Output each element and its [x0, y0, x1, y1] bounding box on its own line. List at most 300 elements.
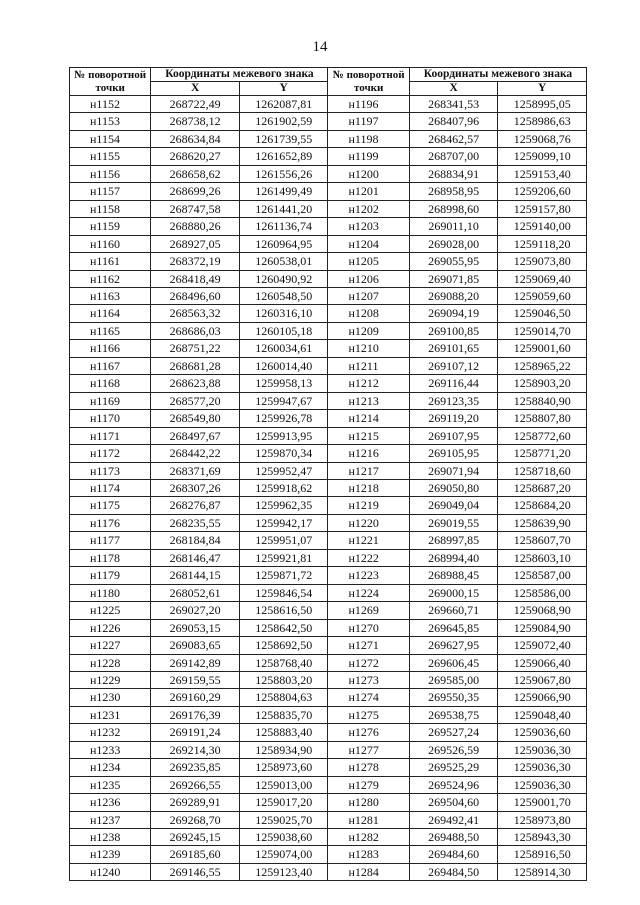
header-coords-left: Координаты межевого знака — [151, 68, 328, 82]
x-coordinate-right: 269116,44 — [409, 375, 498, 392]
x-coordinate-right: 269660,71 — [409, 602, 498, 619]
page-number: 14 — [312, 39, 328, 55]
y-coordinate-right: 1259084,90 — [498, 619, 587, 636]
x-coordinate-left: 268686,03 — [151, 322, 240, 339]
point-number-left: н1228 — [70, 654, 151, 671]
x-coordinate-right: 269645,85 — [409, 619, 498, 636]
point-number-right: н1214 — [328, 410, 409, 427]
x-coordinate-right: 268988,45 — [409, 567, 498, 584]
table-row — [70, 305, 587, 322]
point-number-right: н1210 — [328, 340, 409, 357]
x-coordinate-right: 269011,10 — [409, 218, 498, 235]
point-number-left: н1226 — [70, 619, 151, 636]
point-number-left: н1171 — [70, 427, 151, 444]
point-number-right: н1274 — [328, 689, 409, 706]
y-coordinate-right: 1258903,20 — [498, 375, 587, 392]
point-number-right: н1204 — [328, 235, 409, 252]
point-number-right: н1276 — [328, 724, 409, 741]
y-coordinate-left: 1259921,81 — [239, 549, 328, 566]
y-coordinate-right: 1258687,20 — [498, 479, 587, 496]
point-number-right: н1208 — [328, 305, 409, 322]
table-row — [70, 514, 587, 531]
table-row — [70, 183, 587, 200]
point-number-right: н1279 — [328, 776, 409, 793]
x-coordinate-right: 269627,95 — [409, 637, 498, 654]
table-row — [70, 759, 587, 776]
point-number-left: н1165 — [70, 322, 151, 339]
x-coordinate-left: 268549,80 — [151, 410, 240, 427]
table-row — [70, 253, 587, 270]
x-coordinate-right: 269100,85 — [409, 322, 498, 339]
table-header-row — [70, 68, 587, 82]
point-number-left: н1232 — [70, 724, 151, 741]
point-number-right: н1221 — [328, 532, 409, 549]
point-number-left: н1177 — [70, 532, 151, 549]
y-coordinate-left: 1261499,49 — [239, 183, 328, 200]
point-number-right: н1218 — [328, 479, 409, 496]
y-coordinate-right: 1258603,10 — [498, 549, 587, 566]
point-number-left: н1230 — [70, 689, 151, 706]
y-coordinate-left: 1261902,59 — [239, 113, 328, 130]
y-coordinate-left: 1259952,47 — [239, 462, 328, 479]
point-number-right: н1206 — [328, 270, 409, 287]
header-point-number-left — [70, 68, 151, 96]
point-number-left: н1156 — [70, 165, 151, 182]
table-row — [70, 584, 587, 601]
header-point-line2: точки — [95, 81, 125, 94]
point-number-right: н1271 — [328, 637, 409, 654]
x-coordinate-right: 268341,53 — [409, 96, 498, 113]
x-coordinate-left: 268722,49 — [151, 96, 240, 113]
point-number-right: н1200 — [328, 165, 409, 182]
y-coordinate-left: 1261441,20 — [239, 200, 328, 217]
x-coordinate-left: 269268,70 — [151, 811, 240, 828]
x-coordinate-left: 269245,15 — [151, 829, 240, 846]
x-coordinate-left: 268497,67 — [151, 427, 240, 444]
y-coordinate-left: 1259025,70 — [239, 811, 328, 828]
point-number-right: н1212 — [328, 375, 409, 392]
x-coordinate-left: 269185,60 — [151, 846, 240, 863]
x-coordinate-left: 269159,55 — [151, 671, 240, 688]
point-number-right: н1196 — [328, 96, 409, 113]
header-y-right: Y — [498, 82, 587, 96]
y-coordinate-right: 1258807,80 — [498, 410, 587, 427]
header-x-right: X — [409, 82, 498, 96]
y-coordinate-right: 1258943,30 — [498, 829, 587, 846]
y-coordinate-right: 1258586,00 — [498, 584, 587, 601]
table-row — [70, 706, 587, 723]
y-coordinate-right: 1259066,90 — [498, 689, 587, 706]
x-coordinate-left: 269191,24 — [151, 724, 240, 741]
point-number-right: н1216 — [328, 445, 409, 462]
point-number-left: н1233 — [70, 741, 151, 758]
point-number-left: н1236 — [70, 794, 151, 811]
y-coordinate-right: 1258772,60 — [498, 427, 587, 444]
x-coordinate-left: 268738,12 — [151, 113, 240, 130]
y-coordinate-left: 1258973,60 — [239, 759, 328, 776]
y-coordinate-right: 1258684,20 — [498, 497, 587, 514]
x-coordinate-left: 268276,87 — [151, 497, 240, 514]
x-coordinate-right: 269492,41 — [409, 811, 498, 828]
table-row — [70, 445, 587, 462]
x-coordinate-left: 269083,65 — [151, 637, 240, 654]
table-row — [70, 322, 587, 339]
y-coordinate-left: 1258692,50 — [239, 637, 328, 654]
x-coordinate-right: 269488,50 — [409, 829, 498, 846]
x-coordinate-left: 268563,32 — [151, 305, 240, 322]
y-coordinate-right: 1259118,20 — [498, 235, 587, 252]
y-coordinate-right: 1259048,40 — [498, 706, 587, 723]
x-coordinate-right: 268707,00 — [409, 148, 498, 165]
header-coords-right: Координаты межевого знака — [409, 68, 586, 82]
x-coordinate-right: 269550,35 — [409, 689, 498, 706]
x-coordinate-left: 268235,55 — [151, 514, 240, 531]
x-coordinate-left: 268184,84 — [151, 532, 240, 549]
point-number-right: н1209 — [328, 322, 409, 339]
x-coordinate-right: 269484,60 — [409, 846, 498, 863]
y-coordinate-right: 1258840,90 — [498, 392, 587, 409]
point-number-left: н1158 — [70, 200, 151, 217]
point-number-right: н1270 — [328, 619, 409, 636]
y-coordinate-left: 1259942,17 — [239, 514, 328, 531]
table-row — [70, 532, 587, 549]
y-coordinate-left: 1261556,26 — [239, 165, 328, 182]
x-coordinate-left: 269142,89 — [151, 654, 240, 671]
y-coordinate-left: 1260538,01 — [239, 253, 328, 270]
x-coordinate-right: 268462,57 — [409, 130, 498, 147]
x-coordinate-left: 268623,88 — [151, 375, 240, 392]
header-point-number-right — [328, 68, 409, 96]
point-number-right: н1223 — [328, 567, 409, 584]
table-row — [70, 392, 587, 409]
table-row — [70, 602, 587, 619]
table-row — [70, 654, 587, 671]
point-number-left: н1173 — [70, 462, 151, 479]
x-coordinate-left: 269176,39 — [151, 706, 240, 723]
x-coordinate-left: 269053,15 — [151, 619, 240, 636]
x-coordinate-left: 268372,19 — [151, 253, 240, 270]
point-number-left: н1157 — [70, 183, 151, 200]
x-coordinate-right: 269071,85 — [409, 270, 498, 287]
table-row — [70, 741, 587, 758]
x-coordinate-right: 269071,94 — [409, 462, 498, 479]
y-coordinate-right: 1259140,00 — [498, 218, 587, 235]
y-coordinate-right: 1259059,60 — [498, 287, 587, 304]
point-number-left: н1175 — [70, 497, 151, 514]
y-coordinate-left: 1259962,35 — [239, 497, 328, 514]
point-number-left: н1153 — [70, 113, 151, 130]
y-coordinate-right: 1258965,22 — [498, 357, 587, 374]
y-coordinate-left: 1259918,62 — [239, 479, 328, 496]
y-coordinate-left: 1259913,95 — [239, 427, 328, 444]
point-number-left: н1160 — [70, 235, 151, 252]
x-coordinate-left: 268144,15 — [151, 567, 240, 584]
x-coordinate-left: 268577,20 — [151, 392, 240, 409]
y-coordinate-left: 1259846,54 — [239, 584, 328, 601]
point-number-right: н1203 — [328, 218, 409, 235]
y-coordinate-left: 1260548,50 — [239, 287, 328, 304]
point-number-right: н1198 — [328, 130, 409, 147]
x-coordinate-right: 269000,15 — [409, 584, 498, 601]
point-number-right: н1222 — [328, 549, 409, 566]
x-coordinate-right: 269050,80 — [409, 479, 498, 496]
y-coordinate-left: 1258934,90 — [239, 741, 328, 758]
y-coordinate-left: 1259017,20 — [239, 794, 328, 811]
point-number-right: н1275 — [328, 706, 409, 723]
y-coordinate-left: 1259870,34 — [239, 445, 328, 462]
y-coordinate-left: 1261739,55 — [239, 130, 328, 147]
x-coordinate-left: 268442,22 — [151, 445, 240, 462]
y-coordinate-left: 1258768,40 — [239, 654, 328, 671]
y-coordinate-right: 1259068,90 — [498, 602, 587, 619]
y-coordinate-left: 1259074,00 — [239, 846, 328, 863]
table-row — [70, 479, 587, 496]
x-coordinate-right: 269527,24 — [409, 724, 498, 741]
point-number-right: н1215 — [328, 427, 409, 444]
y-coordinate-right: 1258607,70 — [498, 532, 587, 549]
x-coordinate-right: 269119,20 — [409, 410, 498, 427]
point-number-left: н1225 — [70, 602, 151, 619]
header-x-left: X — [151, 82, 240, 96]
point-number-left: н1163 — [70, 287, 151, 304]
y-coordinate-right: 1259001,60 — [498, 340, 587, 357]
y-coordinate-left: 1259038,60 — [239, 829, 328, 846]
y-coordinate-left: 1261652,89 — [239, 148, 328, 165]
x-coordinate-left: 269160,29 — [151, 689, 240, 706]
point-number-right: н1211 — [328, 357, 409, 374]
point-number-right: н1281 — [328, 811, 409, 828]
point-number-right: н1273 — [328, 671, 409, 688]
y-coordinate-right: 1259153,40 — [498, 165, 587, 182]
x-coordinate-left: 268371,69 — [151, 462, 240, 479]
table-row — [70, 567, 587, 584]
x-coordinate-left: 268927,05 — [151, 235, 240, 252]
table-row — [70, 357, 587, 374]
point-number-right: н1197 — [328, 113, 409, 130]
point-number-left: н1159 — [70, 218, 151, 235]
x-coordinate-right: 269585,00 — [409, 671, 498, 688]
x-coordinate-left: 268418,49 — [151, 270, 240, 287]
x-coordinate-right: 269524,96 — [409, 776, 498, 793]
point-number-left: н1180 — [70, 584, 151, 601]
table-row — [70, 270, 587, 287]
y-coordinate-left: 1258803,20 — [239, 671, 328, 688]
point-number-left: н1161 — [70, 253, 151, 270]
x-coordinate-right: 269504,60 — [409, 794, 498, 811]
table-row — [70, 462, 587, 479]
y-coordinate-left: 1259871,72 — [239, 567, 328, 584]
y-coordinate-right: 1259072,40 — [498, 637, 587, 654]
point-number-left: н1234 — [70, 759, 151, 776]
x-coordinate-right: 269055,95 — [409, 253, 498, 270]
y-coordinate-left: 1260964,95 — [239, 235, 328, 252]
point-number-left: н1169 — [70, 392, 151, 409]
table-row — [70, 287, 587, 304]
y-coordinate-right: 1259068,76 — [498, 130, 587, 147]
y-coordinate-right: 1258914,30 — [498, 863, 587, 880]
y-coordinate-right: 1259069,40 — [498, 270, 587, 287]
point-number-left: н1235 — [70, 776, 151, 793]
y-coordinate-left: 1260014,40 — [239, 357, 328, 374]
x-coordinate-left: 268307,26 — [151, 479, 240, 496]
y-coordinate-left: 1259958,13 — [239, 375, 328, 392]
table-row — [70, 863, 587, 880]
table-row — [70, 410, 587, 427]
table-row — [70, 130, 587, 147]
point-number-right: н1280 — [328, 794, 409, 811]
y-coordinate-left: 1259123,40 — [239, 863, 328, 880]
y-coordinate-right: 1259099,10 — [498, 148, 587, 165]
y-coordinate-left: 1258616,50 — [239, 602, 328, 619]
header-point-line1: № поворотной — [332, 68, 405, 81]
table-row — [70, 148, 587, 165]
x-coordinate-right: 269107,95 — [409, 427, 498, 444]
point-number-left: н1239 — [70, 846, 151, 863]
x-coordinate-right: 269526,59 — [409, 741, 498, 758]
x-coordinate-left: 269289,91 — [151, 794, 240, 811]
header-point-line1: № поворотной — [74, 68, 147, 81]
table-row — [70, 113, 587, 130]
x-coordinate-left: 269266,55 — [151, 776, 240, 793]
y-coordinate-left: 1258835,70 — [239, 706, 328, 723]
point-number-right: н1282 — [328, 829, 409, 846]
table-row — [70, 671, 587, 688]
y-coordinate-right: 1259036,30 — [498, 759, 587, 776]
x-coordinate-left: 268052,61 — [151, 584, 240, 601]
y-coordinate-right: 1259067,80 — [498, 671, 587, 688]
point-number-right: н1207 — [328, 287, 409, 304]
x-coordinate-left: 268634,84 — [151, 130, 240, 147]
y-coordinate-right: 1258771,20 — [498, 445, 587, 462]
y-coordinate-right: 1259157,80 — [498, 200, 587, 217]
table-row — [70, 549, 587, 566]
y-coordinate-right: 1258916,50 — [498, 846, 587, 863]
x-coordinate-left: 269027,20 — [151, 602, 240, 619]
y-coordinate-right: 1259036,30 — [498, 741, 587, 758]
y-coordinate-right: 1258587,00 — [498, 567, 587, 584]
x-coordinate-left: 268699,26 — [151, 183, 240, 200]
y-coordinate-right: 1259046,50 — [498, 305, 587, 322]
table-row — [70, 340, 587, 357]
table-row — [70, 427, 587, 444]
y-coordinate-right: 1258639,90 — [498, 514, 587, 531]
point-number-right: н1199 — [328, 148, 409, 165]
point-number-left: н1167 — [70, 357, 151, 374]
table-row — [70, 811, 587, 828]
x-coordinate-right: 269049,04 — [409, 497, 498, 514]
point-number-left: н1231 — [70, 706, 151, 723]
y-coordinate-left: 1259926,78 — [239, 410, 328, 427]
table-row — [70, 637, 587, 654]
y-coordinate-right: 1258995,05 — [498, 96, 587, 113]
point-number-left: н1179 — [70, 567, 151, 584]
y-coordinate-right: 1259001,70 — [498, 794, 587, 811]
table-row — [70, 846, 587, 863]
point-number-right: н1217 — [328, 462, 409, 479]
point-number-left: н1155 — [70, 148, 151, 165]
y-coordinate-right: 1259066,40 — [498, 654, 587, 671]
x-coordinate-right: 269107,12 — [409, 357, 498, 374]
table-row — [70, 689, 587, 706]
y-coordinate-right: 1258718,60 — [498, 462, 587, 479]
x-coordinate-right: 269538,75 — [409, 706, 498, 723]
y-coordinate-right: 1259036,30 — [498, 776, 587, 793]
header-point-line2: точки — [353, 81, 384, 94]
point-number-right: н1201 — [328, 183, 409, 200]
y-coordinate-left: 1262087,81 — [239, 96, 328, 113]
point-number-right: н1220 — [328, 514, 409, 531]
point-number-right: н1205 — [328, 253, 409, 270]
x-coordinate-left: 268681,28 — [151, 357, 240, 374]
x-coordinate-left: 268496,60 — [151, 287, 240, 304]
y-coordinate-right: 1259036,60 — [498, 724, 587, 741]
point-number-left: н1170 — [70, 410, 151, 427]
point-number-left: н1154 — [70, 130, 151, 147]
point-number-left: н1162 — [70, 270, 151, 287]
point-number-right: н1202 — [328, 200, 409, 217]
y-coordinate-left: 1261136,74 — [239, 218, 328, 235]
x-coordinate-left: 269235,85 — [151, 759, 240, 776]
y-coordinate-left: 1260316,10 — [239, 305, 328, 322]
y-coordinate-left: 1260105,18 — [239, 322, 328, 339]
table-row — [70, 218, 587, 235]
x-coordinate-right: 269028,00 — [409, 235, 498, 252]
table-row — [70, 235, 587, 252]
x-coordinate-right: 269101,65 — [409, 340, 498, 357]
x-coordinate-left: 269214,30 — [151, 741, 240, 758]
x-coordinate-left: 268747,58 — [151, 200, 240, 217]
table-row — [70, 96, 587, 113]
point-number-left: н1166 — [70, 340, 151, 357]
y-coordinate-right: 1258973,80 — [498, 811, 587, 828]
x-coordinate-left: 269146,55 — [151, 863, 240, 880]
point-number-left: н1172 — [70, 445, 151, 462]
x-coordinate-right: 269105,95 — [409, 445, 498, 462]
point-number-left: н1240 — [70, 863, 151, 880]
point-number-left: н1164 — [70, 305, 151, 322]
table-row — [70, 619, 587, 636]
point-number-left: н1237 — [70, 811, 151, 828]
table-row — [70, 829, 587, 846]
x-coordinate-left: 268620,27 — [151, 148, 240, 165]
x-coordinate-left: 268146,47 — [151, 549, 240, 566]
point-number-left: н1176 — [70, 514, 151, 531]
x-coordinate-left: 268658,62 — [151, 165, 240, 182]
point-number-left: н1229 — [70, 671, 151, 688]
point-number-right: н1284 — [328, 863, 409, 880]
point-number-right: н1272 — [328, 654, 409, 671]
y-coordinate-left: 1260490,92 — [239, 270, 328, 287]
point-number-left: н1178 — [70, 549, 151, 566]
x-coordinate-right: 268994,40 — [409, 549, 498, 566]
table-row — [70, 200, 587, 217]
y-coordinate-right: 1259014,70 — [498, 322, 587, 339]
x-coordinate-right: 269525,29 — [409, 759, 498, 776]
table-row — [70, 165, 587, 182]
y-coordinate-left: 1260034,61 — [239, 340, 328, 357]
x-coordinate-right: 269019,55 — [409, 514, 498, 531]
table-row — [70, 724, 587, 741]
y-coordinate-left: 1259951,07 — [239, 532, 328, 549]
y-coordinate-right: 1259206,60 — [498, 183, 587, 200]
point-number-right: н1219 — [328, 497, 409, 514]
x-coordinate-right: 268997,85 — [409, 532, 498, 549]
x-coordinate-right: 269484,50 — [409, 863, 498, 880]
x-coordinate-left: 268751,22 — [151, 340, 240, 357]
point-number-left: н1168 — [70, 375, 151, 392]
coordinates-table — [69, 67, 587, 881]
table-row — [70, 375, 587, 392]
